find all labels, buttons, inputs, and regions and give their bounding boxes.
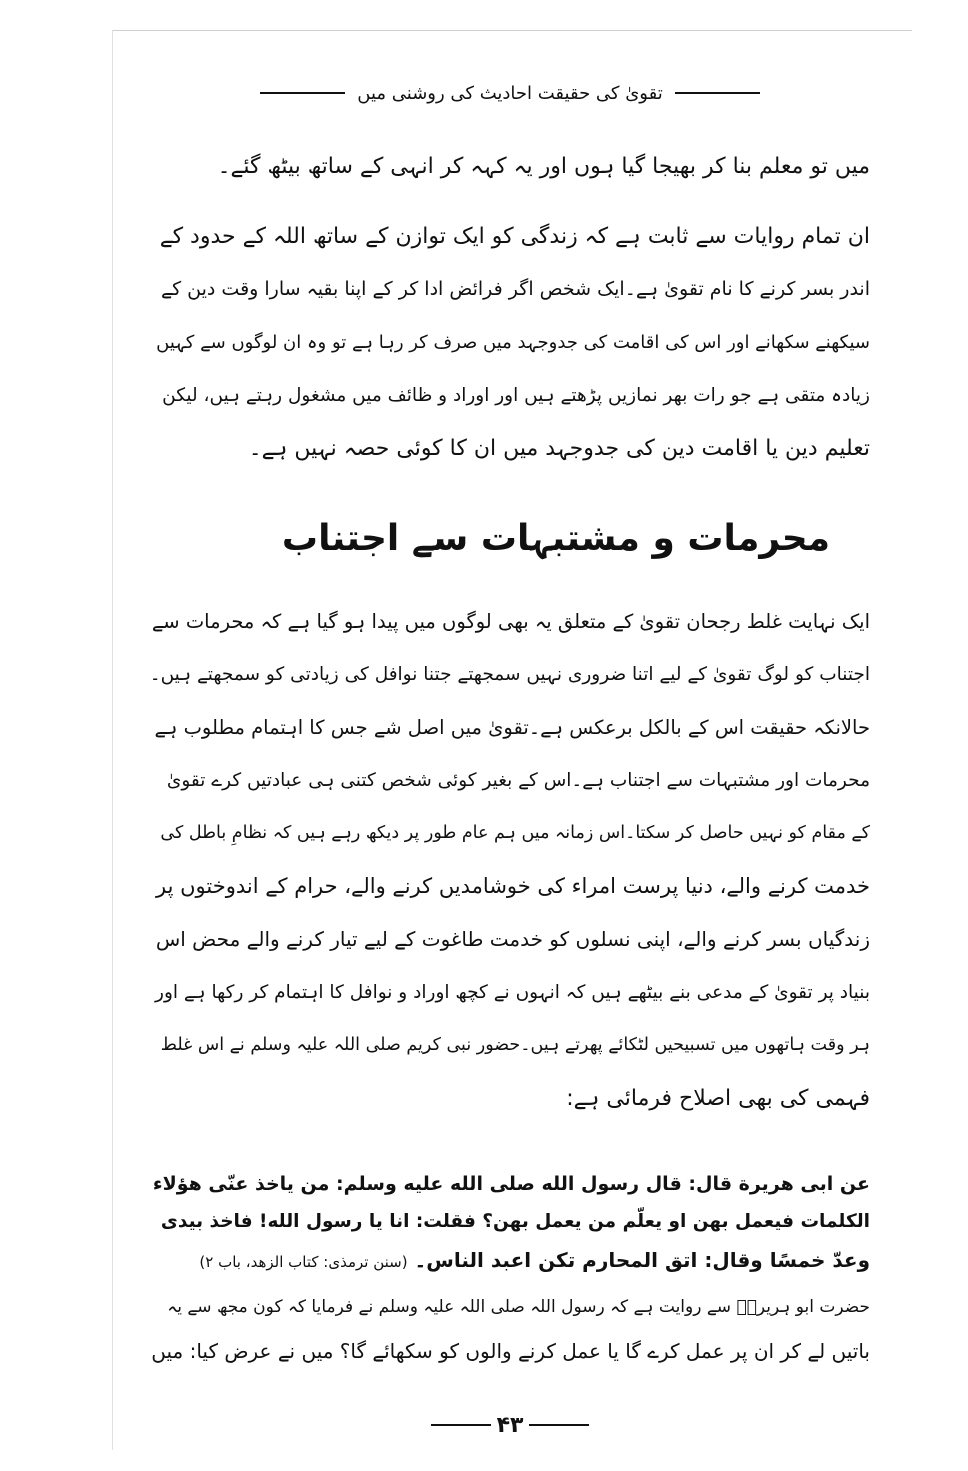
- arabic-line: الكلمات فيعمل بهن او يعلّم من يعمل بهن؟ فقلت: انا يا رسول الله! فاخذ بيدی: [160, 1211, 870, 1232]
- text-line: میں تو معلم بنا کر بھیجا گیا ہوں اور یہ کہہ کر انہی کے ساتھ بیٹھ گئے۔: [217, 154, 870, 179]
- text-line: حالانکہ حقیقت اس کے بالکل برعکس ہے۔تقویٰ میں اصل شے جس کا اہتمام مطلوب ہے: [154, 716, 870, 739]
- paragraph-1: [150, 140, 870, 193]
- translation-line: باتیں لے کر ان پر عمل کرے گا یا عمل کرنے والوں کو سکھائے گا؟ میں نے عرض کیا: میں: [151, 1339, 870, 1363]
- running-header-title: تقویٰ کی حقیقت احادیث کی روشنی میں: [357, 82, 663, 104]
- translation-line: حضرت ابو ہریرہؓ سے روایت ہے کہ رسول اللہ صلی اللہ علیہ وسلم نے فرمایا کہ کون مجھ سے یہ: [167, 1297, 870, 1317]
- header-rule-right: [675, 92, 760, 94]
- text-line: زندگیاں بسر کرنے والے، اپنی نسلوں کو خدمت طاغوت کے لیے تیار کرنے والے محض اس: [155, 927, 870, 951]
- text-line: اجتناب کو لوگ تقویٰ کے لیے اتنا ضروری نہیں سمجھتے جتنا نوافل کی زیادتی کو سمجھتے ہیں۔: [149, 664, 870, 685]
- scan-edge: [112, 30, 912, 31]
- scan-edge-left: [112, 30, 113, 1450]
- hadith-translation: [150, 1285, 870, 1373]
- text-line: خدمت کرنے والے، دنیا پرست امراء کی خوشامدیں کرنے والے، حرام کے اندوختوں پر: [156, 874, 870, 898]
- page-number-rule-left: [431, 1424, 491, 1426]
- arabic-line-last: [150, 1241, 870, 1281]
- text-line: کے مقام کو نہیں حاصل کر سکتا۔اس زمانہ میں ہم عام طور پر دیکھ رہے ہیں کہ نظامِ باطل کی: [160, 823, 870, 843]
- arabic-line-text: وعدّ خمسًا وقال: اتق المحارم تكن اعبد الناس۔: [414, 1248, 870, 1272]
- section-heading: محرمات و مشتبہات سے اجتناب: [281, 518, 830, 559]
- book-page: [150, 70, 870, 1440]
- hadith-arabic: [150, 1165, 870, 1281]
- text-line: ہر وقت ہاتھوں میں تسبیحیں لٹکائے پھرتے ہیں۔حضور نبی کریم صلی اللہ علیہ وسلم نے اس غلط: [160, 1035, 870, 1055]
- page-number-value: ۴۳: [496, 1412, 524, 1438]
- text-line: فہمی کی بھی اصلاح فرمائی ہے:: [566, 1086, 870, 1111]
- text-line: سیکھنے سکھانے اور اس کی اقامت کی جدوجہد میں صرف کر رہا ہے تو وہ ان لوگوں سے کہیں: [156, 332, 870, 353]
- paragraph-3: [150, 595, 870, 1125]
- text-line: محرمات اور مشتبہات سے اجتناب ہے۔اس کے بغیر کوئی شخص کتنی ہی عبادتیں کرے تقویٰ: [166, 770, 870, 791]
- text-line: زیادہ متقی ہے جو رات بھر نمازیں پڑھتے ہیں اور اوراد و ظائف میں مشغول رہتے ہیں، لیکن: [162, 385, 870, 406]
- text-line: ایک نہایت غلط رجحان تقویٰ کے متعلق یہ بھی لوگوں میں پیدا ہو گیا ہے کہ محرمات سے: [151, 610, 870, 633]
- running-header: [260, 78, 760, 108]
- arabic-line: عن ابی هريرة قال: قال رسول الله صلى الله عليه وسلم: من ياخذ عنّی هؤلاء: [152, 1173, 870, 1195]
- text-line: بنیاد پر تقویٰ کے مدعی بنے بیٹھے ہیں کہ انہوں نے کچھ اوراد و نوافل کا اہتمام کر رکھا ہے اور: [155, 982, 870, 1003]
- text-line: تعلیم دین یا اقامت دین کی جدوجہد میں ان کا کوئی حصہ نہیں ہے۔: [248, 436, 870, 461]
- page-number: [420, 1410, 600, 1440]
- hadith-reference: (سنن ترمذی: کتاب الزھد، باب ۲): [199, 1253, 408, 1271]
- page-number-rule-right: [529, 1424, 589, 1426]
- text-line: ان تمام روایات سے ثابت ہے کہ زندگی کو ایک توازن کے ساتھ اللہ کے حدود کے: [159, 224, 870, 249]
- text-line: اندر بسر کرنے کا نام تقویٰ ہے۔ایک شخص اگر فرائض ادا کر کے اپنا بقیہ سارا وقت دین کے: [160, 278, 870, 300]
- paragraph-2: [150, 210, 870, 475]
- header-rule-left: [260, 92, 345, 94]
